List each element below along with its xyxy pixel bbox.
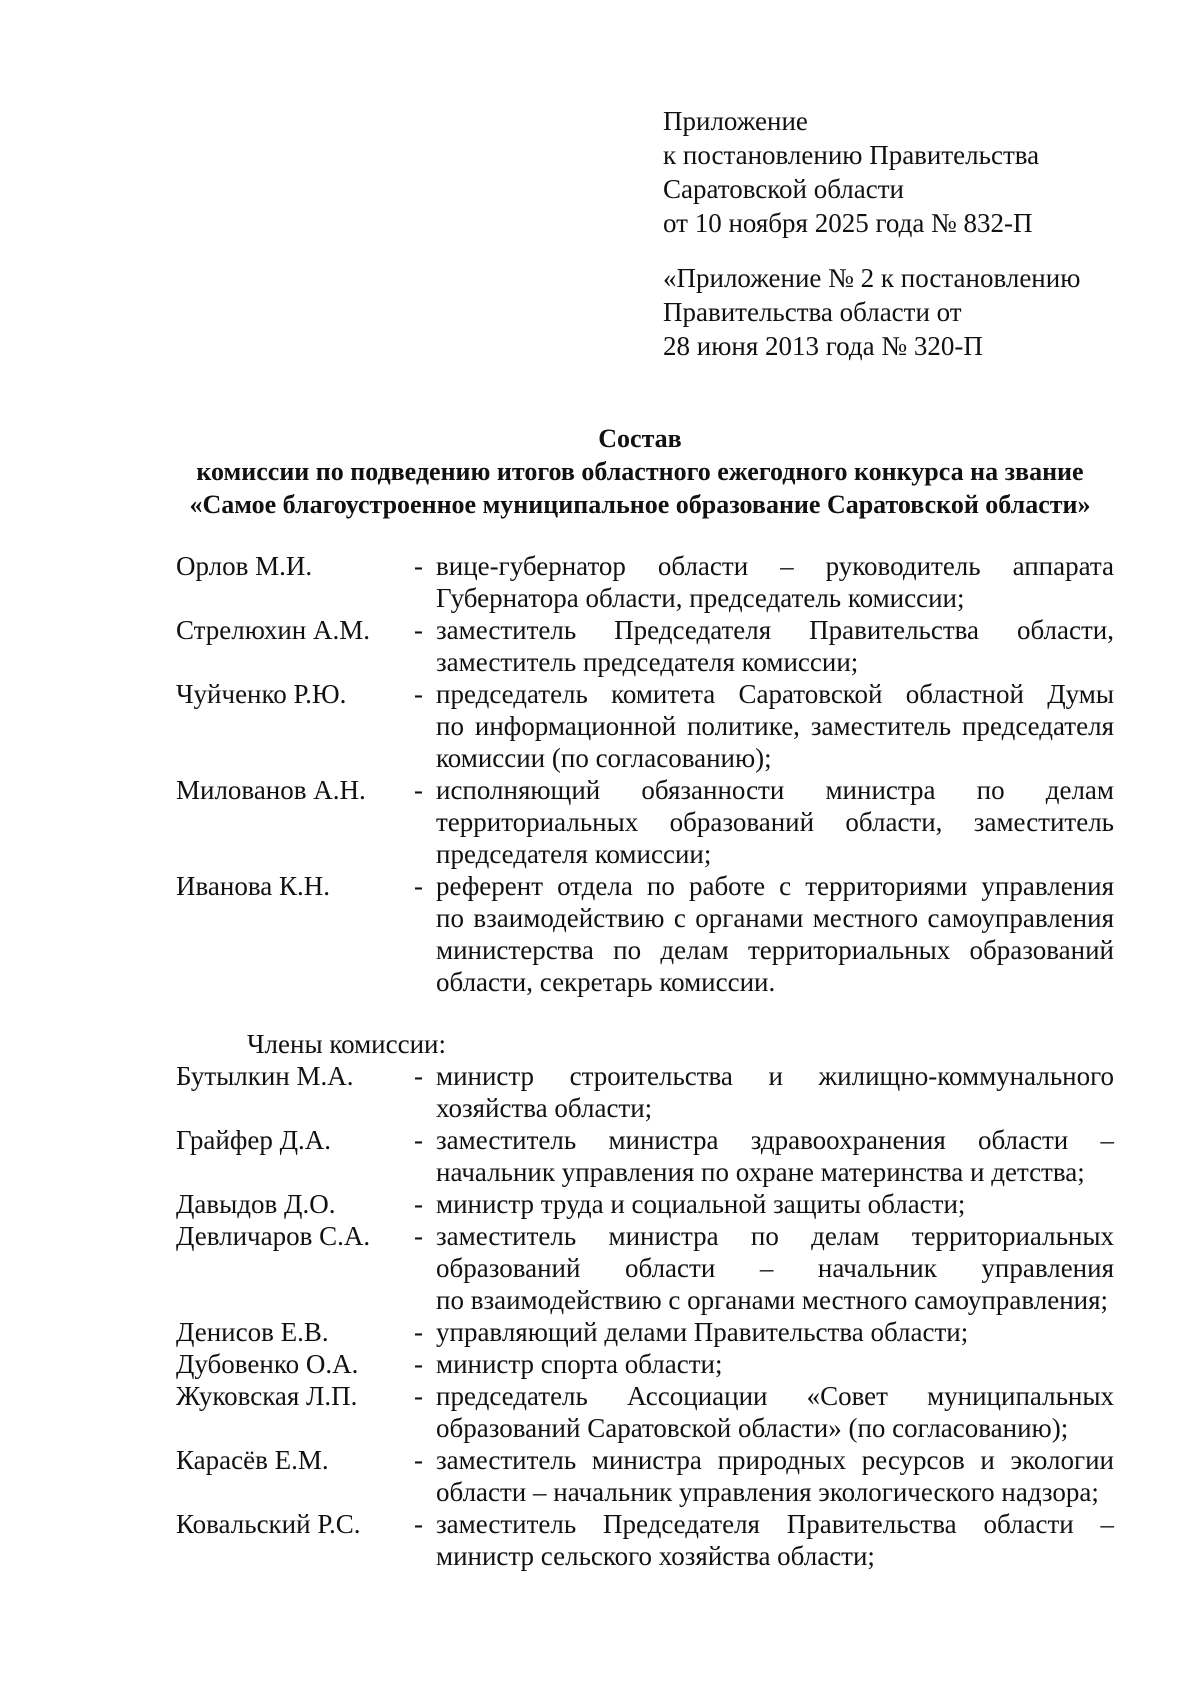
position-line: по информационной политике, заместитель председателя <box>436 711 1114 741</box>
roster-row <box>176 1124 1114 1188</box>
person-position <box>436 1444 1114 1508</box>
person-name: Девличаров С.А. <box>176 1221 371 1251</box>
dash-separator: - <box>414 1349 423 1379</box>
position-line: вице-губернатор области – руководитель аппарата <box>436 551 1114 581</box>
person-name: Иванова К.Н. <box>176 871 330 901</box>
dash-separator: - <box>414 1509 423 1539</box>
person-position <box>436 1060 1114 1124</box>
dash-separator: - <box>414 1061 423 1091</box>
position-line: заместитель Председателя Правительства области, <box>436 615 1114 645</box>
position-line: области, секретарь комиссии. <box>436 967 776 997</box>
dash-separator: - <box>414 871 423 901</box>
dash-separator: - <box>414 551 423 581</box>
position-line: комиссии (по согласованию); <box>436 743 772 773</box>
person-position <box>436 614 1114 678</box>
dash-separator: - <box>414 1189 423 1219</box>
position-line: председателя комиссии; <box>436 839 712 869</box>
appendix-reference-line: Правительства области от <box>663 297 962 327</box>
person-name: Орлов М.И. <box>176 551 313 581</box>
person-name: Карасёв Е.М. <box>176 1445 329 1475</box>
person-position <box>436 550 1114 614</box>
person-name: Бутылкин М.А. <box>176 1061 354 1091</box>
dash-separator: - <box>414 1221 423 1251</box>
roster-row <box>176 1444 1114 1508</box>
person-name: Жуковская Л.П. <box>176 1381 358 1411</box>
position-line: образований области – начальник управления <box>436 1253 1114 1283</box>
position-line: Губернатора области, председатель комиссии; <box>436 583 965 613</box>
appendix-line: Саратовской области <box>663 174 904 204</box>
person-name: Чуйченко Р.Ю. <box>176 679 347 709</box>
position-line: министр труда и социальной защиты области; <box>436 1189 966 1219</box>
person-position <box>436 1508 1114 1572</box>
position-line: по взаимодействию с органами местного самоуправления <box>436 903 1114 933</box>
dash-separator: - <box>414 1125 423 1155</box>
position-line: заместитель Председателя Правительства области – <box>436 1509 1114 1539</box>
leadership-list <box>176 550 1114 998</box>
person-position <box>436 870 1114 998</box>
roster-row <box>176 774 1114 870</box>
appendix-reference-line: «Приложение № 2 к постановлению <box>663 263 1081 293</box>
title-line: Состав <box>598 424 682 453</box>
position-line: заместитель министра природных ресурсов и экологии <box>436 1445 1114 1475</box>
position-line: управляющий делами Правительства области; <box>436 1317 969 1347</box>
position-line: председатель комитета Саратовской областной Думы <box>436 679 1114 709</box>
position-line: начальник управления по охране материнства и детства; <box>436 1157 1085 1187</box>
person-position <box>436 1316 1114 1348</box>
person-name: Дубовенко О.А. <box>176 1349 359 1379</box>
appendix-reference <box>663 261 1080 363</box>
roster-row <box>176 1316 1114 1348</box>
person-position <box>436 1348 1114 1380</box>
appendix-line: Приложение <box>663 106 808 136</box>
position-line: министр строительства и жилищно-коммунального <box>436 1061 1114 1091</box>
roster-row <box>176 1348 1114 1380</box>
position-line: по взаимодействию с органами местного самоуправления; <box>436 1285 1109 1315</box>
person-name: Ковальский Р.С. <box>176 1509 361 1539</box>
dash-separator: - <box>414 775 423 805</box>
position-line: министр сельского хозяйства области; <box>436 1541 875 1571</box>
person-position <box>436 1380 1114 1444</box>
position-line: председатель Ассоциации «Совет муниципальных <box>436 1381 1114 1411</box>
position-line: области – начальник управления экологического надзора; <box>436 1477 1099 1507</box>
dash-separator: - <box>414 1381 423 1411</box>
position-line: министерства по делам территориальных образований <box>436 935 1114 965</box>
dash-separator: - <box>414 679 423 709</box>
appendix-line: от 10 ноября 2025 года № 832-П <box>663 208 1033 238</box>
person-position <box>436 1220 1114 1316</box>
roster-row <box>176 678 1114 774</box>
person-position <box>436 1188 1114 1220</box>
members-heading: Члены комиссии: <box>247 1029 446 1059</box>
position-line: исполняющий обязанности министра по делам <box>436 775 1114 805</box>
appendix-line: к постановлению Правительства <box>663 140 1040 170</box>
roster-row <box>176 1508 1114 1572</box>
person-position <box>436 774 1114 870</box>
roster-row <box>176 614 1114 678</box>
position-line: хозяйства области; <box>436 1093 653 1123</box>
appendix-reference-line: 28 июня 2013 года № 320-П <box>663 331 983 361</box>
appendix-header <box>663 104 1039 240</box>
document-title <box>160 422 1120 521</box>
position-line: территориальных образований области, заместитель <box>436 807 1114 837</box>
roster-row <box>176 1220 1114 1316</box>
person-name: Милованов А.Н. <box>176 775 366 805</box>
title-line: комиссии по подведению итогов областного ежегодного конкурса на звание <box>196 457 1084 486</box>
position-line: референт отдела по работе с территориями управления <box>436 871 1114 901</box>
person-position <box>436 678 1114 774</box>
person-name: Стрелюхин А.М. <box>176 615 371 645</box>
roster-row <box>176 1188 1114 1220</box>
person-name: Денисов Е.В. <box>176 1317 329 1347</box>
position-line: заместитель председателя комиссии; <box>436 647 859 677</box>
position-line: министр спорта области; <box>436 1349 723 1379</box>
person-name: Давыдов Д.О. <box>176 1189 336 1219</box>
position-line: заместитель министра по делам территориальных <box>436 1221 1114 1251</box>
person-name: Грайфер Д.А. <box>176 1125 331 1155</box>
dash-separator: - <box>414 1317 423 1347</box>
roster-row <box>176 550 1114 614</box>
dash-separator: - <box>414 1445 423 1475</box>
roster-row <box>176 1380 1114 1444</box>
person-position <box>436 1124 1114 1188</box>
title-line: «Самое благоустроенное муниципальное образование Саратовской области» <box>189 490 1091 519</box>
roster-row <box>176 870 1114 998</box>
members-list <box>176 1060 1114 1572</box>
dash-separator: - <box>414 615 423 645</box>
position-line: образований Саратовской области» (по согласованию); <box>436 1413 1069 1443</box>
position-line: заместитель министра здравоохранения области – <box>436 1125 1114 1155</box>
roster-row <box>176 1060 1114 1124</box>
